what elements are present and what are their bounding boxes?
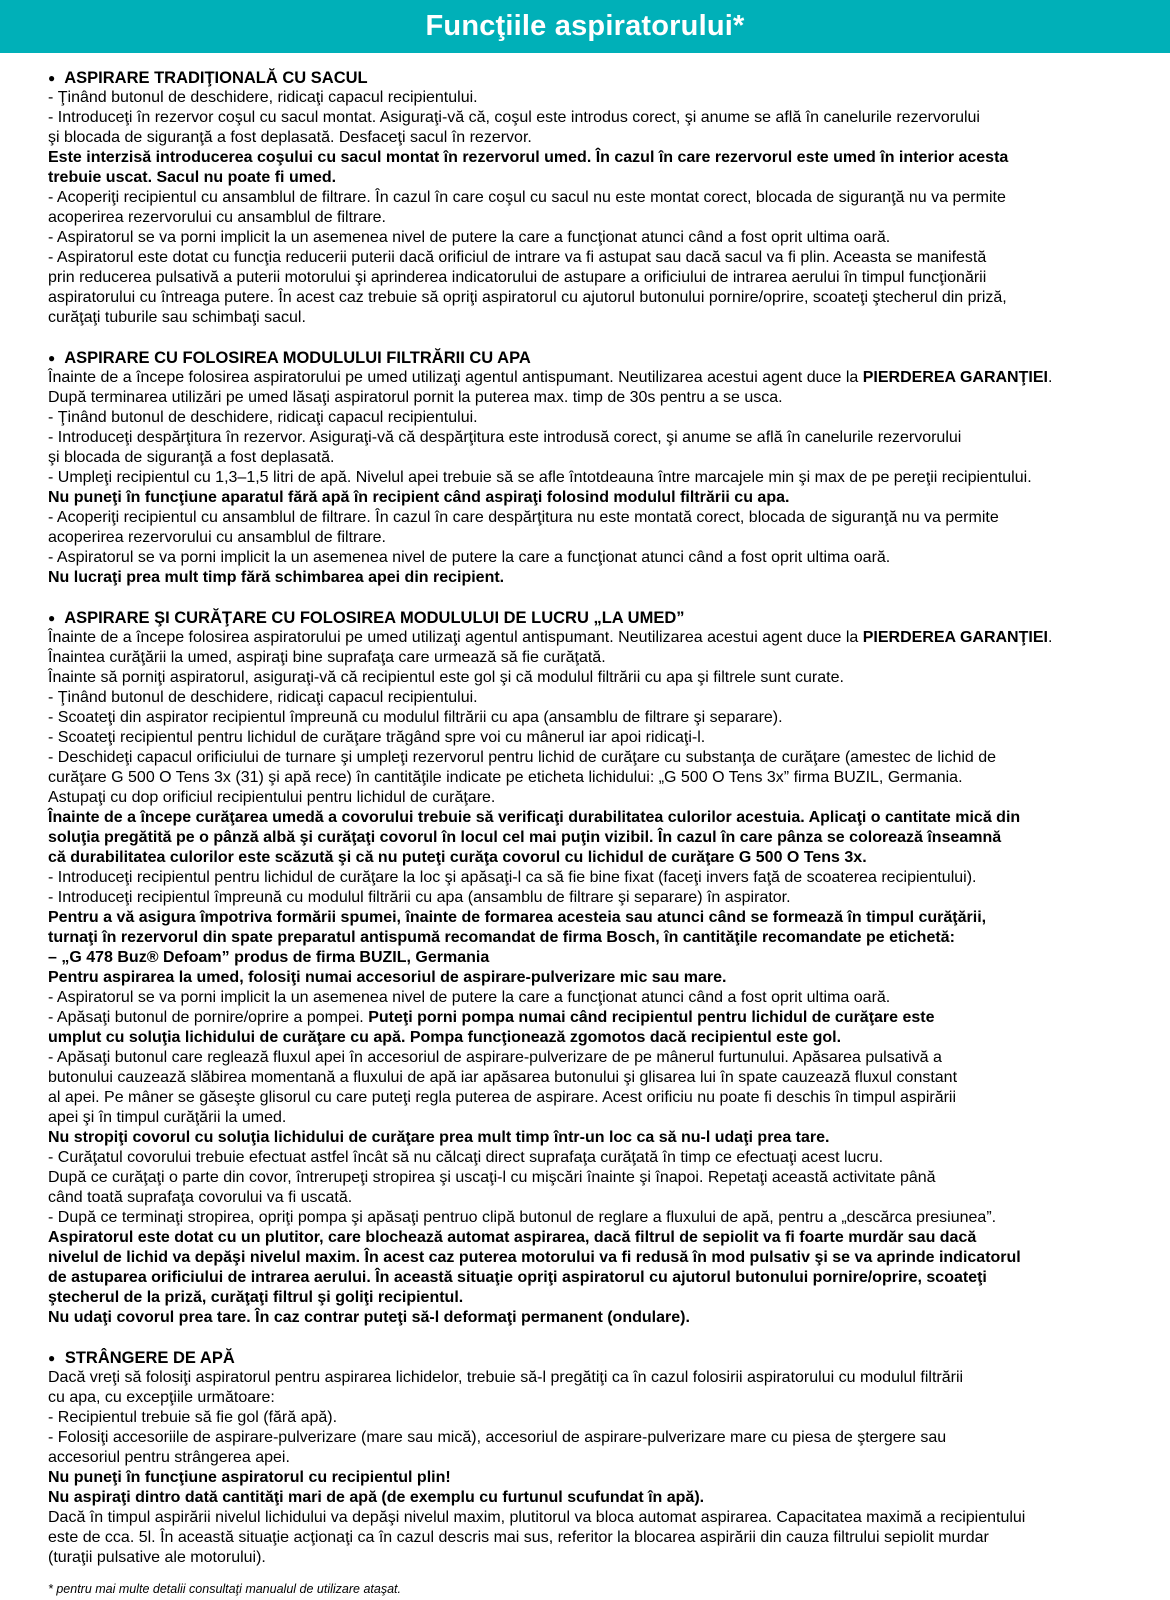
text-line (48, 868, 1144, 888)
section-title: ASPIRARE CU FOLOSIREA MODULULUI FILTRĂRII CU APA (60, 349, 531, 367)
text-segment: cu apa, cu excepţiile următoare: (48, 1389, 275, 1406)
text-segment: curăţaţi tuburile sau schimbaţi sacul. (48, 309, 306, 326)
text-segment: aspiratorului cu întreaga putere. În acest caz trebuie să opriţi aspiratorul cu ajutorul butonului pornire/oprire, scoateţi ştecherul din priză, (48, 289, 1007, 306)
text-line (48, 308, 1144, 328)
text-line (48, 568, 1144, 588)
text-segment: - După ce terminaţi stropirea, opriţi pompa şi apăsaţi pentruo clipă butonul de reglare a fluxului de apă, pentru a „descărca presiunea”. (48, 1209, 997, 1226)
text-line (48, 548, 1144, 568)
text-segment: - Deschideţi capacul orificiului de turnare şi umpleţi rezervorul pentru lichid de curăţare cu substanţa de curăţare (amestec de lichid de (48, 749, 997, 766)
text-line (48, 368, 1144, 388)
footnote: * pentru mai multe detalii consultaţi manualul de utilizare ataşat. (48, 1582, 401, 1596)
section-title: STRÂNGERE DE APĂ (60, 1349, 235, 1367)
text-line (48, 208, 1144, 228)
text-line (48, 1488, 1144, 1508)
section (48, 68, 1144, 328)
text-segment: şi blocada de siguranţă a fost deplasată. Desfaceţi sacul în rezervor. (48, 129, 532, 146)
text-line (48, 1548, 1144, 1568)
text-segment: - Scoateţi recipientul pentru lichidul de curăţare trăgând spre voi cu mânerul iar apoi ridicaţi-l. (48, 729, 706, 746)
text-line (48, 188, 1144, 208)
text-segment: . (1047, 629, 1053, 646)
text-line (48, 808, 1144, 828)
text-segment: accesoriul pentru strângerea apei. (48, 1449, 290, 1466)
text-line (48, 1388, 1144, 1408)
text-segment: - Introduceţi recipientul pentru lichidul de curăţare la loc şi apăsaţi-l ca să fie bine fixat (faceţi invers faţă de scoaterea recipientului). (48, 869, 977, 886)
text-line (48, 1528, 1144, 1548)
text-line (48, 1248, 1144, 1268)
text-segment: Dacă vreţi să folosiţi aspiratorul pentru aspirarea lichidelor, trebuie să-l pregătiţi ca în cazul folosirii aspiratorului cu modulul filtrării (48, 1369, 964, 1386)
text-segment-bold: – „G 478 Buz® Defoam” produs de firma BUZIL, Germania (48, 949, 490, 966)
text-segment-bold: Nu udaţi covorul prea tare. În caz contrar puteţi să-l deformaţi permanent (ondulare). (48, 1309, 690, 1326)
text-segment: este de cca. 5l. În această situaţie acţionaţi ca în cazul descris mai sus, referitor la blocarea aspirării din cauza filtrului sepiolit murdar (48, 1529, 989, 1546)
text-line (48, 508, 1144, 528)
text-line (48, 1408, 1144, 1428)
text-segment: - Introduceţi recipientul împreună cu modulul filtrării cu apa (ansamblu de filtrare şi separare) în aspirator. (48, 889, 791, 906)
text-segment: - Aspiratorul se va porni implicit la un asemenea nivel de putere la care a funcţionat atunci când a fost oprit ultima oară. (48, 549, 891, 566)
text-line (48, 1288, 1144, 1308)
text-segment: - Recipientul trebuie să fie gol (fără apă). (48, 1409, 338, 1426)
text-line (48, 768, 1144, 788)
bullet-icon: ● (48, 1351, 56, 1365)
text-line (48, 168, 1144, 188)
text-line (48, 728, 1144, 748)
text-segment: acoperirea rezervorului cu ansamblul de filtrare. (48, 529, 386, 546)
text-segment-bold: Pentru a vă asigura împotriva formării spumei, înainte de formarea acesteia sau atunci când se formează în timpul curăţării, (48, 909, 987, 926)
bullet-icon: ● (48, 611, 56, 625)
text-line (48, 488, 1144, 508)
text-line (48, 888, 1144, 908)
text-segment: După ce curăţaţi o parte din covor, întrerupeţi stropirea şi uscaţi-l cu mişcări înainte şi înapoi. Repetaţi această activitate până (48, 1169, 936, 1186)
text-segment-bold: de astuparea orificiului de intrarea aerului. În această situaţie opriţi aspiratorul cu ajutorul butonului pornire/oprire, scoateţi (48, 1269, 987, 1286)
text-segment-bold: Este interzisă introducerea coşului cu sacul montat în rezervorul umed. În cazul în care rezervorul este umed în interior acesta (48, 149, 1009, 166)
text-segment-bold: Nu lucraţi prea mult timp fără schimbarea apei din recipient. (48, 569, 505, 586)
text-segment: şi blocada de siguranţă a fost deplasată. (48, 449, 335, 466)
section (48, 1348, 1144, 1568)
text-segment-bold: Pentru aspirarea la umed, folosiţi numai accesoriul de aspirare-pulverizare mic sau mare. (48, 969, 727, 986)
text-segment-bold: Aspiratorul este dotat cu un plutitor, care blochează automat aspirarea, dacă filtrul de sepiolit va fi foarte murdăr sau dacă (48, 1229, 977, 1246)
text-line (48, 1028, 1144, 1048)
text-segment-bold: turnaţi în rezervorul din spate preparatul antispumă recomandat de firma Bosch, în cantităţile recomandate pe etichetă: (48, 929, 955, 946)
text-line (48, 1268, 1144, 1288)
text-segment-bold: PIERDEREA GARANŢIEI (862, 629, 1048, 646)
text-line (48, 708, 1144, 728)
text-line (48, 1228, 1144, 1248)
section (48, 348, 1144, 588)
section-header (48, 608, 1144, 628)
text-line (48, 448, 1144, 468)
text-line (48, 1428, 1144, 1448)
text-line (48, 268, 1144, 288)
text-segment: - Ţinând butonul de deschidere, ridicaţi capacul recipientului. (48, 89, 478, 106)
text-line (48, 1148, 1144, 1168)
bullet-icon: ● (48, 71, 56, 85)
text-segment-bold: PIERDEREA GARANŢIEI (862, 369, 1048, 386)
text-line (48, 648, 1144, 668)
section-header (48, 1348, 1144, 1368)
text-line (48, 1008, 1144, 1028)
text-line (48, 928, 1144, 948)
text-segment-bold: Nu stropiţi covorul cu soluţia lichidului de curăţare prea mult timp într-un loc ca să nu-l udaţi prea tare. (48, 1129, 830, 1146)
text-line (48, 88, 1144, 108)
text-segment: apei şi în timpul curăţării la umed. (48, 1109, 287, 1126)
text-segment: - Umpleţi recipientul cu 1,3–1,5 litri de apă. Nivelul apei trebuie să se afle întotdeauna între marcajele min şi max de pe pereţii recipientului. (48, 469, 1032, 486)
text-line (48, 288, 1144, 308)
text-line (48, 848, 1144, 868)
text-segment: - Acoperiţi recipientul cu ansamblul de filtrare. În cazul în care coşul cu sacul nu este montat corect, blocada de siguranţă nu va permite (48, 189, 1006, 206)
text-segment: acoperirea rezervorului cu ansamblul de filtrare. (48, 209, 386, 226)
text-segment-bold: că durabilitatea culorilor este scăzută şi că nu puteţi curăţa covorul cu lichidul de curăţare G 500 O Tens 3x. (48, 849, 867, 866)
text-line (48, 788, 1144, 808)
text-line (48, 388, 1144, 408)
text-line (48, 148, 1144, 168)
text-line (48, 1368, 1144, 1388)
text-line (48, 908, 1144, 928)
text-segment: - Apăsaţi butonul care reglează fluxul apei în accesoriul de aspirare-pulverizare de pe mânerul furtunului. Apăsarea pulsativă a (48, 1049, 942, 1066)
text-line (48, 968, 1144, 988)
text-segment: când toată suprafaţa covorului va fi uscată. (48, 1189, 353, 1206)
text-segment: butonului cauzează slăbirea momentană a fluxului de apă iar apăsarea butonului şi glisarea lui în spate cauzează fluxul constant (48, 1069, 958, 1086)
text-segment: După terminarea utilizări pe umed lăsaţi aspiratorul pornit la puterea max. timp de 30s pentru a se usca. (48, 389, 783, 406)
page-header-bar (0, 0, 1170, 53)
text-segment: - Introduceţi în rezervor coşul cu sacul montat. Asiguraţi-vă că, coşul este introdus corect, şi anume se află în canelurile rezervorului (48, 109, 980, 126)
text-segment: Astupaţi cu dop orificiul recipientului pentru lichidul de curăţare. (48, 789, 496, 806)
text-line (48, 1048, 1144, 1068)
text-segment: - Ţinând butonul de deschidere, ridicaţi capacul recipientului. (48, 409, 478, 426)
text-line (48, 988, 1144, 1008)
text-line (48, 1308, 1144, 1328)
text-line (48, 748, 1144, 768)
text-line (48, 428, 1144, 448)
text-segment-bold: umplut cu soluţia lichidului de curăţare cu apă. Pompa funcţionează zgomotos dacă recipientul este gol. (48, 1029, 842, 1046)
section-title: ASPIRARE ŞI CURĂŢARE CU FOLOSIREA MODULULUI DE LUCRU „LA UMED” (60, 609, 685, 627)
text-segment: al apei. Pe mâner se găseşte glisorul cu care puteţi regla puterea de aspirare. Acest orificiu nu poate fi deschis în timpul aspirării (48, 1089, 957, 1106)
text-line (48, 528, 1144, 548)
text-segment: - Apăsaţi butonul de pornire/oprire a pompei. (48, 1009, 369, 1026)
text-line (48, 1468, 1144, 1488)
text-segment-bold: trebuie uscat. Sacul nu poate fi umed. (48, 169, 337, 186)
page-title: Funcţiile aspiratorului* (425, 10, 745, 42)
text-segment: - Scoateţi din aspirator recipientul împreună cu modulul filtrării cu apa (ansamblu de filtrare şi separare). (48, 709, 783, 726)
text-segment: Înainte de a începe folosirea aspiratorului pe umed utilizaţi agentul antispumant. Neutilizarea acestui agent duce la (48, 369, 863, 386)
text-segment: - Folosiţi accesoriile de aspirare-pulverizare (mare sau mică), accesoriul de aspirare-pulverizare mare cu piesa de ştergere sau (48, 1429, 947, 1446)
text-segment: (turaţii pulsative ale motorului). (48, 1549, 266, 1566)
section-header (48, 68, 1144, 88)
text-line (48, 128, 1144, 148)
text-line (48, 1448, 1144, 1468)
text-segment-bold: Nu aspiraţi dintro dată cantităţi mari de apă (de exemplu cu furtunul scufundat în apă). (48, 1489, 705, 1506)
text-segment-bold: Puteţi porni pompa numai când recipientul pentru lichidul de curăţare este (368, 1009, 935, 1026)
text-line (48, 468, 1144, 488)
text-segment-bold: ştecherul de la priză, curăţaţi filtrul şi goliţi recipientul. (48, 1289, 464, 1306)
text-segment: - Aspiratorul se va porni implicit la un asemenea nivel de putere la care a funcţionat atunci când a fost oprit ultima oară. (48, 989, 891, 1006)
section (48, 608, 1144, 1328)
text-segment-bold: Nu puneţi în funcţiune aparatul fără apă în recipient când aspiraţi folosind modulul filtrării cu apa. (48, 489, 790, 506)
text-line (48, 1508, 1144, 1528)
text-line (48, 408, 1144, 428)
section-header (48, 348, 1144, 368)
text-line (48, 1188, 1144, 1208)
text-segment-bold: soluţia pregătită pe o pânză albă şi curăţaţi covorul în locul cel mai puţin vizibil. În cazul în care pânza se colorează înseamnă (48, 829, 1002, 846)
text-segment: - Acoperiţi recipientul cu ansamblul de filtrare. În cazul în care despărţitura nu este montată corect, blocada de siguranţă nu va permite (48, 509, 999, 526)
text-line (48, 628, 1144, 648)
text-line (48, 1108, 1144, 1128)
text-line (48, 1068, 1144, 1088)
text-line (48, 948, 1144, 968)
text-segment: curăţare G 500 O Tens 3x (31) şi apă rece) în cantităţile indicate pe eticheta lichidului: „G 500 O Tens 3x” firma BUZIL, Germania. (48, 769, 963, 786)
text-line (48, 228, 1144, 248)
text-line (48, 1168, 1144, 1188)
bullet-icon: ● (48, 351, 56, 365)
document-body (0, 53, 1170, 1568)
text-segment: Înaintea curăţării la umed, aspiraţi bine suprafaţa care urmează să fie curăţată. (48, 649, 606, 666)
text-line (48, 248, 1144, 268)
text-segment: - Aspiratorul se va porni implicit la un asemenea nivel de putere la care a funcţionat atunci când a fost oprit ultima oară. (48, 229, 891, 246)
text-line (48, 828, 1144, 848)
text-segment-bold: Nu puneţi în funcţiune aspiratorul cu recipientul plin! (48, 1469, 451, 1486)
text-line (48, 1208, 1144, 1228)
text-segment: - Ţinând butonul de deschidere, ridicaţi capacul recipientului. (48, 689, 478, 706)
text-segment: - Introduceţi despărţitura în rezervor. Asiguraţi-vă că despărţitura este introdusă corect, şi anume se află în canelurile rezervorului (48, 429, 962, 446)
text-segment-bold: nivelul de lichid va depăşi nivelul maxim. În acest caz puterea motorului va fi redusă în mod pulsativ şi se va aprinde indicatorul (48, 1249, 1021, 1266)
text-segment: - Aspiratorul este dotat cu funcţia reducerii puterii dacă orificiul de intrare va fi astupat sau dacă sacul va fi plin. Aceasta se manifestă (48, 249, 987, 266)
text-line (48, 108, 1144, 128)
text-segment-bold: Înainte de a începe curăţarea umedă a covorului trebuie să verificaţi durabilitatea culorilor acestuia. Aplicaţi o cantitate mică din (48, 809, 1021, 826)
text-segment: - Curăţatul covorului trebuie efectuat astfel încât să nu călcaţi direct suprafaţa curăţată în timp ce efectuaţi acest lucru. (48, 1149, 884, 1166)
text-line (48, 668, 1144, 688)
text-segment: Înainte de a începe folosirea aspiratorului pe umed utilizaţi agentul antispumant. Neutilizarea acestui agent duce la (48, 629, 863, 646)
text-line (48, 1088, 1144, 1108)
section-title: ASPIRARE TRADIŢIONALĂ CU SACUL (60, 69, 368, 87)
text-segment: Dacă în timpul aspirării nivelul lichidului va depăşi nivelul maxim, plutitorul va bloca automat aspirarea. Capacitatea maximă a recipientului (48, 1509, 1026, 1526)
text-segment: . (1047, 369, 1053, 386)
text-segment: Înainte să porniţi aspiratorul, asiguraţi-vă că recipientul este gol şi că modulul filtrării cu apa şi filtrele sunt curate. (48, 669, 844, 686)
text-segment: prin reducerea pulsativă a puterii motorului şi aprinderea indicatorului de astupare a orificiului de intrarea aerului în timpul funcţionării (48, 269, 987, 286)
text-line (48, 688, 1144, 708)
text-line (48, 1128, 1144, 1148)
